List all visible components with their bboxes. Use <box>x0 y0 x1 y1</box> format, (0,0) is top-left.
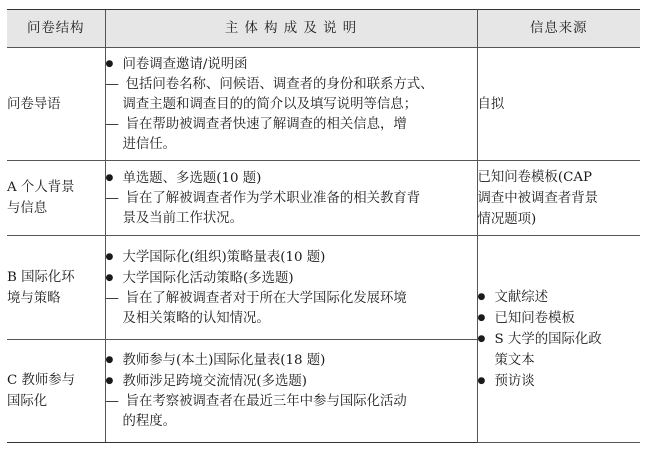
description-line: 景及当前工作状况。 <box>122 210 244 226</box>
info-source-line: 情况题项) <box>477 211 537 227</box>
source-item <box>478 329 641 371</box>
bullet-item: ● 单选题、多选题(10 题) <box>106 168 477 189</box>
header-content: 主 体 构 成 及 说 明 <box>105 10 477 48</box>
table-row <box>7 161 640 236</box>
section-name-line: 境与策略 <box>7 290 61 306</box>
source-item: ● 文献综述 <box>478 287 641 308</box>
section-name <box>7 340 105 443</box>
description-line: 进信任。 <box>122 136 177 152</box>
header-source: 信息来源 <box>477 10 640 48</box>
description-line: 调查主题和调查目的的简介以及填写说明等信息； <box>122 96 418 112</box>
bullet-item: ● 教师涉足跨境交流情况(多选题) <box>106 371 477 392</box>
info-source-line: 调查中被调查者背景 <box>477 190 599 206</box>
section-name-line: B 国际化环 <box>7 269 75 285</box>
description-line: — 旨在帮助被调查者快速了解调查的相关信息，增 <box>106 115 477 135</box>
info-source-line: 已知问卷模板(CAP <box>477 169 592 185</box>
shared-info-source <box>477 236 640 443</box>
table-row <box>7 48 640 161</box>
source-list <box>478 287 641 392</box>
header-structure: 问卷结构 <box>7 10 105 48</box>
source-item: ● 已知问卷模板 <box>478 308 641 329</box>
section-content <box>105 236 477 340</box>
description-line: — 包括问卷名称、问候语、调查者的身份和联系方式、 <box>106 75 477 95</box>
description-line: — 旨在考察被调查者在最近三年中参与国际化活动 <box>106 392 477 412</box>
bullet-item: ● 问卷调查邀请/说明函 <box>106 54 477 75</box>
section-content <box>105 48 477 161</box>
bullet-item: ● 大学国际化(组织)策略量表(10 题) <box>106 247 477 268</box>
source-item-line: 策文本 <box>494 352 535 368</box>
section-name <box>7 161 105 236</box>
info-source: 自拟 <box>477 48 640 161</box>
table-row <box>7 236 640 340</box>
bullet-item: ● 大学国际化活动策略(多选题) <box>106 268 477 289</box>
description-line: 的程度。 <box>122 414 177 429</box>
info-source <box>477 161 640 236</box>
section-name: 问卷导语 <box>7 48 105 161</box>
table-header-row <box>7 10 640 48</box>
description-line: — 旨在了解被调查者对于所在大学国际化发展环境 <box>106 289 477 309</box>
section-content <box>105 161 477 236</box>
section-name-line: 国际化 <box>7 394 48 409</box>
source-item-line: S 大学的国际化政 <box>494 331 602 347</box>
section-name-line: C 教师参与 <box>7 373 76 388</box>
bullet-item: ● 教师参与(本土)国际化量表(18 题) <box>106 350 477 371</box>
questionnaire-structure-table <box>7 9 640 443</box>
description-line: — 旨在了解被调查者作为学术职业准备的相关教育背 <box>106 189 477 209</box>
section-name-line: A 个人背景 <box>7 180 75 195</box>
section-name <box>7 236 105 340</box>
section-name-line: 与信息 <box>7 201 48 216</box>
source-item: ● 预访谈 <box>478 371 641 392</box>
description-line: 及相关策略的认知情况。 <box>122 310 270 326</box>
section-content <box>105 340 477 443</box>
